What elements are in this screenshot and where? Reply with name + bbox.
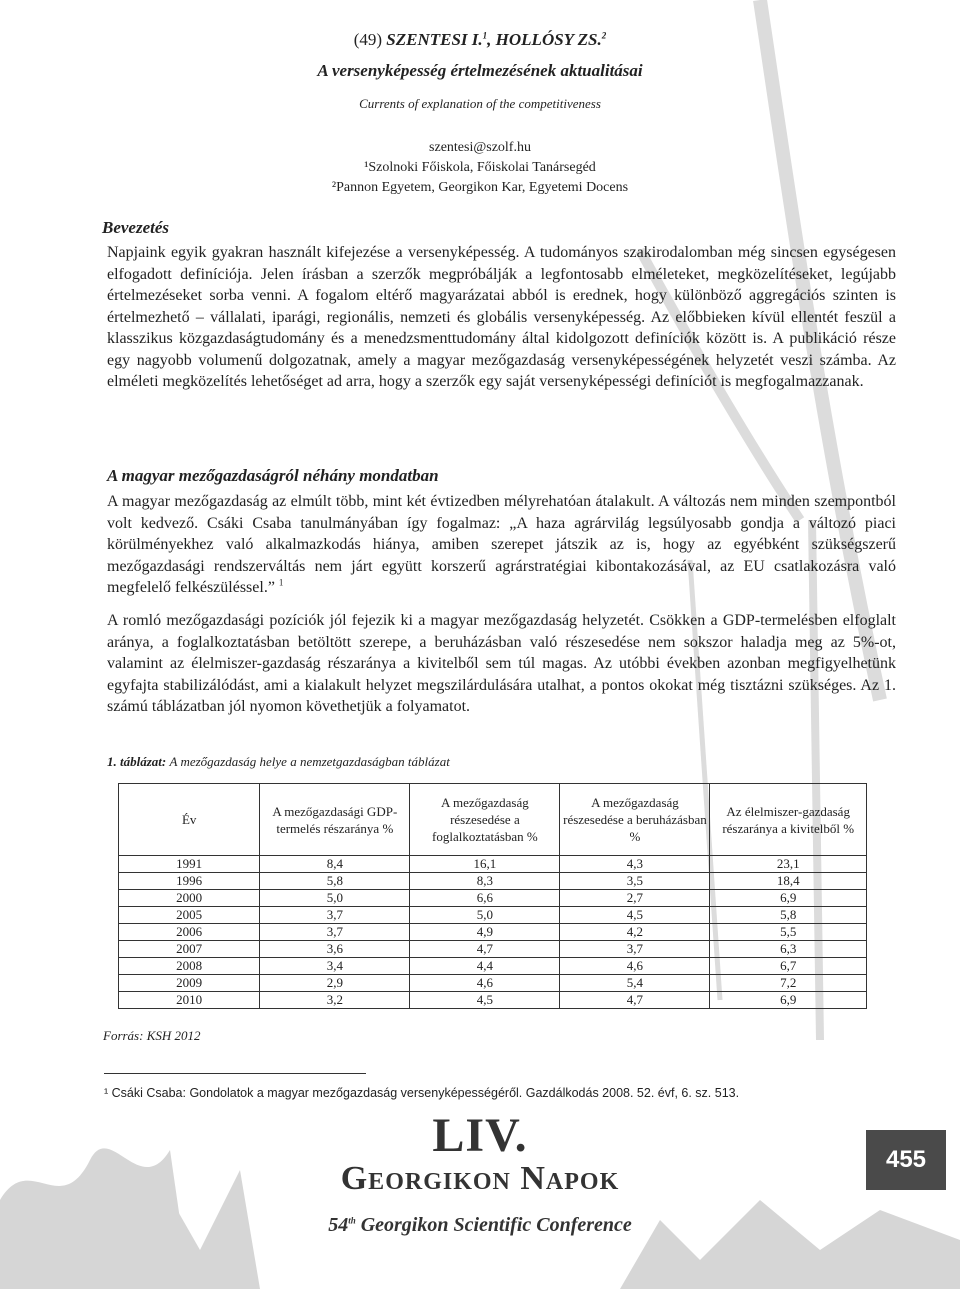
header-year: Év xyxy=(119,784,260,856)
cell: 4,3 xyxy=(560,856,710,873)
paper-subtitle: Currents of explanation of the competitiveness xyxy=(359,96,601,111)
table-header-row xyxy=(119,784,867,856)
cell: 1996 xyxy=(119,873,260,890)
table-row xyxy=(119,941,867,958)
footnote: ¹ Csáki Csaba: Gondolatok a magyar mezőgazdaság versenyképességéről. Gazdálkodás 2008. 52. évf, 6. sz. 513. xyxy=(104,1086,740,1100)
footnote-divider xyxy=(104,1073,366,1074)
cell: 2,9 xyxy=(260,975,410,992)
cell: 3,7 xyxy=(560,941,710,958)
cell: 1991 xyxy=(119,856,260,873)
agri-paragraph-1-text: A magyar mezőgazdaság az elmúlt több, mint két évtizedben mélyrehatóan átalakult. A változás nem minden szempontból volt kedvező. Csáki Csaba tanulmányában így fogalmaz: „A haza agrárvilág legsúlyosabb gondja a változó piaci körülményekhez való alkalmazkodás hiánya, amiben szerepet játszik az is, hogy az egyébként szükségszerű mezőgazdasági rendszerváltás nem járt együtt korszerű agrárstratégiai kibontakozásával, az EU csatlakozásra való megfelelő felkészüléssel.” xyxy=(107,493,896,596)
cell: 2006 xyxy=(119,924,260,941)
cell: 6,3 xyxy=(710,941,867,958)
cell: 5,8 xyxy=(260,873,410,890)
author-email: szentesi@szolf.hu xyxy=(429,140,531,155)
affiliation-2: ²Pannon Egyetem, Georgikon Kar, Egyetemi Docens xyxy=(331,180,629,195)
table-source: Forrás: KSH 2012 xyxy=(103,1028,201,1043)
paper-number: (49) xyxy=(353,30,387,49)
cell: 4,7 xyxy=(560,992,710,1009)
conference-subtitle xyxy=(0,1214,960,1237)
agri-paragraph-1 xyxy=(107,491,896,599)
table-row xyxy=(119,924,867,941)
cell: 4,7 xyxy=(410,941,560,958)
cell: 4,5 xyxy=(410,992,560,1009)
cell: 3,5 xyxy=(560,873,710,890)
table-row xyxy=(119,907,867,924)
cell: 2,7 xyxy=(560,890,710,907)
cell: 5,5 xyxy=(710,924,867,941)
conference-name: Georgikon Napok xyxy=(340,1160,620,1197)
table-caption-label: 1. táblázat: xyxy=(107,754,167,769)
cell: 7,2 xyxy=(710,975,867,992)
author-2: , HOLLÓSY ZS. xyxy=(487,30,602,49)
cell: 6,9 xyxy=(710,992,867,1009)
agri-heading: A magyar mezőgazdaságról néhány mondatban xyxy=(107,466,439,485)
table-row xyxy=(119,992,867,1009)
table-row xyxy=(119,856,867,873)
cell: 3,7 xyxy=(260,907,410,924)
cell: 5,4 xyxy=(560,975,710,992)
intro-paragraph: Napjaink egyik gyakran használt kifejezése a versenyképesség. A tudományos szakirodalomban még sincsen egységesen elfogadott definíciója. Jelen írásban a szerzők megpróbálják a legfontosabb elméleteket, megközelítéseket, legújabb értelmezéseket sorba venni. A fogalom eltérő magyarázatai abból is erednek, hogy különböző aggregációs szinten is értelmezhető – vállalati, iparági, regionális, nemzeti és globális versenyképesség. Az előbbieken kívül ellentét feszül a klasszikus közgazdaságtudomány és a menedzsmenttudomány által kidolgozott definíciók között is. A publikáció része egy nagyobb volumenű dolgozatnak, amely a magyar mezőgazdaság versenyképességének helyzetét veszi számba. Az elméleti megközelítés lehetőséget ad arra, hogy a szerzők egy saját versenyképességi definíciót is megfogalmazzanak. xyxy=(107,244,896,390)
cell: 2005 xyxy=(119,907,260,924)
cell: 5,0 xyxy=(260,890,410,907)
cell: 5,0 xyxy=(410,907,560,924)
conference-number: LIV. xyxy=(432,1109,528,1162)
page-number: 455 xyxy=(866,1130,946,1190)
cell: 4,2 xyxy=(560,924,710,941)
cell: 6,6 xyxy=(410,890,560,907)
author-1: SZENTESI I. xyxy=(386,30,483,49)
authors xyxy=(386,30,606,49)
table-row xyxy=(119,975,867,992)
cell: 8,3 xyxy=(410,873,560,890)
cell: 5,8 xyxy=(710,907,867,924)
cell: 6,9 xyxy=(710,890,867,907)
table-caption-title: A mezőgazdaság helye a nemzetgazdaságban táblázat xyxy=(169,754,450,769)
header-gdp: A mezőgazdasági GDP-termelés részaránya % xyxy=(260,784,410,856)
cell: 3,6 xyxy=(260,941,410,958)
header-employment: A mezőgazdaság részesedése a foglalkoztatásban % xyxy=(410,784,560,856)
table-row xyxy=(119,958,867,975)
cell: 2000 xyxy=(119,890,260,907)
cell: 2009 xyxy=(119,975,260,992)
cell: 8,4 xyxy=(260,856,410,873)
agri-paragraph-2: A romló mezőgazdasági pozíciók jól fejezik ki a magyar mezőgazdaság helyzetét. Csökken a GDP-termelésben elfoglalt aránya, a foglalkoztatásban betöltött szerepe, a beruházásban való részesedése nem sokszor haladja meg az 5%-ot, valamint az élelmiszer-gazdaság részaránya a kivitelből sem túl magas. Az utóbbi években azonban megfigyelhetünk egyfajta stabilizálódást, ami a kialakult helyzet megszilárdulására utalhat, a pontos okokat még tisztázni szükséges. Az 1. számú táblázatban jól nyomon követhetjük a folyamatot. xyxy=(107,612,896,715)
cell: 4,5 xyxy=(560,907,710,924)
intro-heading: Bevezetés xyxy=(102,218,170,237)
cell: 4,9 xyxy=(410,924,560,941)
cell: 4,6 xyxy=(560,958,710,975)
cell: 3,2 xyxy=(260,992,410,1009)
conference-sub-rest: Georgikon Scientific Conference xyxy=(355,1214,632,1236)
table-row xyxy=(119,890,867,907)
affiliation-1: ¹Szolnoki Főiskola, Főiskolai Tanársegéd xyxy=(364,160,596,175)
cell: 2008 xyxy=(119,958,260,975)
table-row xyxy=(119,873,867,890)
cell: 4,4 xyxy=(410,958,560,975)
cell: 16,1 xyxy=(410,856,560,873)
header-investment: A mezőgazdaság részesedése a beruházásban % xyxy=(560,784,710,856)
cell: 4,6 xyxy=(410,975,560,992)
author-1-sup: 1 xyxy=(482,30,488,41)
author-line xyxy=(0,30,960,50)
cell: 23,1 xyxy=(710,856,867,873)
header-export: Az élelmiszer-gazdaság részaránya a kivitelből % xyxy=(710,784,867,856)
cell: 6,7 xyxy=(710,958,867,975)
cell: 3,4 xyxy=(260,958,410,975)
cell: 2010 xyxy=(119,992,260,1009)
author-2-sup: 2 xyxy=(601,30,607,41)
paper-title: A versenyképesség értelmezésének aktualitásai xyxy=(317,61,643,80)
conference-sub-num: 54 xyxy=(328,1214,349,1236)
data-table xyxy=(118,783,867,1009)
cell: 2007 xyxy=(119,941,260,958)
conference-sub-sup: th xyxy=(348,1215,356,1226)
cell: 18,4 xyxy=(710,873,867,890)
footnote-ref: 1 xyxy=(278,577,284,588)
table-caption xyxy=(107,754,450,770)
cell: 3,7 xyxy=(260,924,410,941)
